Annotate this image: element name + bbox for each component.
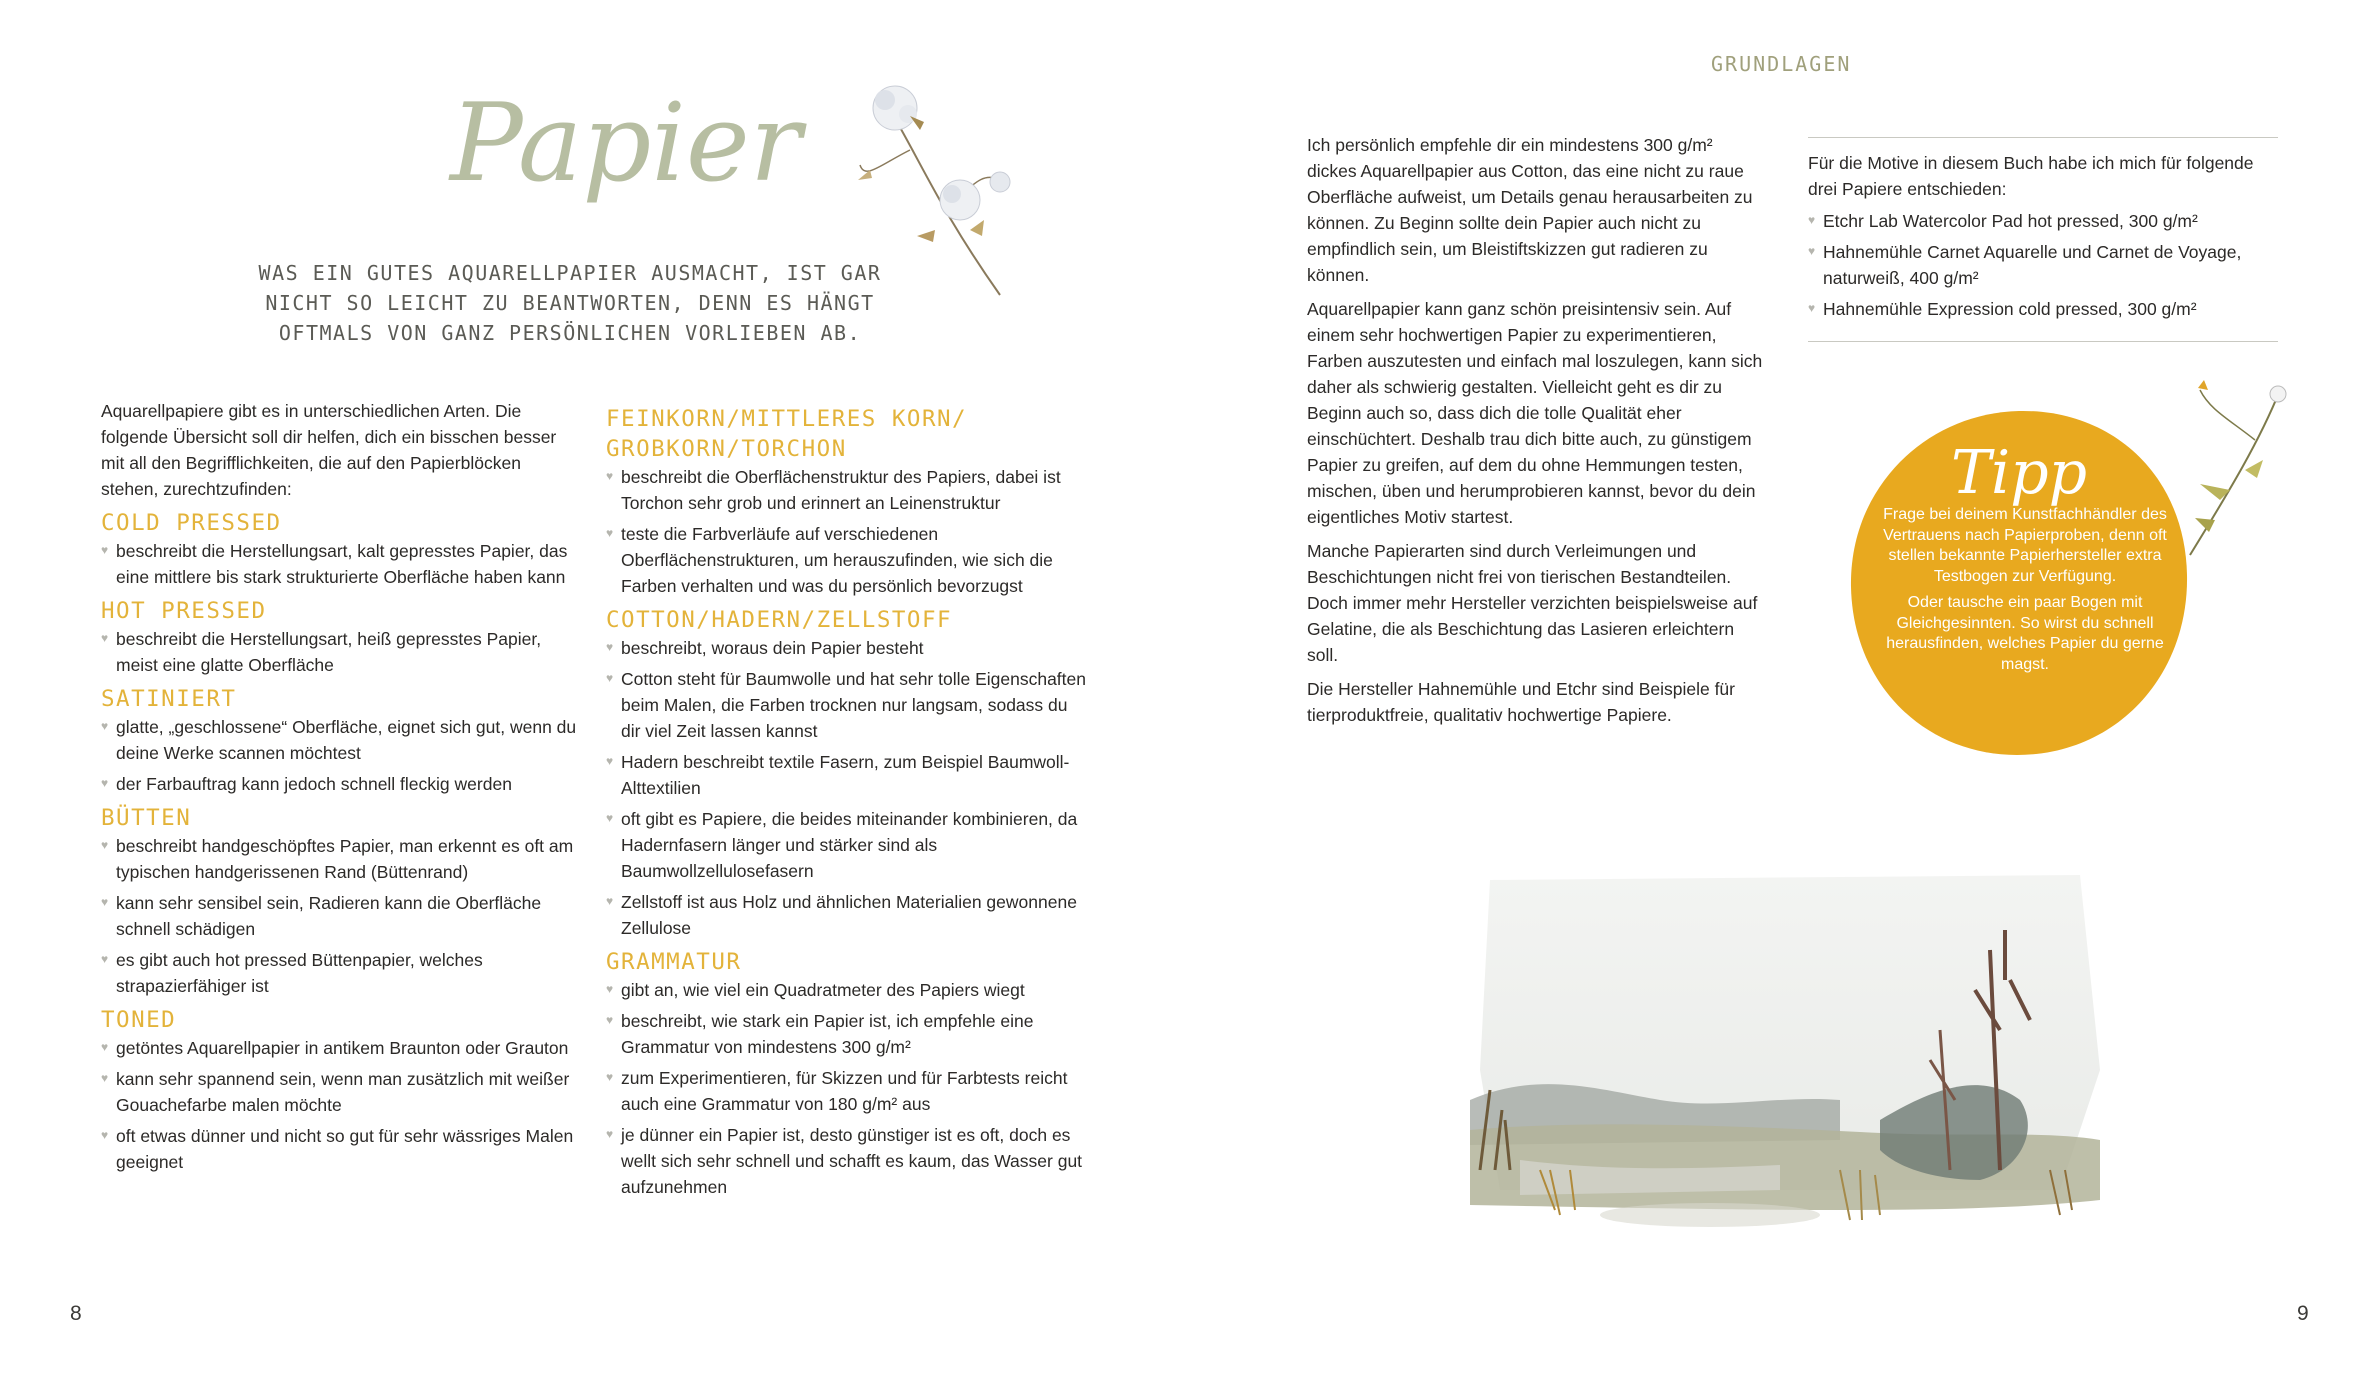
bullet-list (606, 635, 1086, 941)
page-title-script (440, 60, 802, 240)
watercolor-landscape (1460, 870, 2110, 1270)
list-item: ♥ der Farbauftrag kann jedoch schnell fleckig werden (101, 771, 581, 797)
list-item: ♥ kann sehr spannend sein, wenn man zusätzlich mit weißer Gouachefarbe malen möchte (101, 1066, 581, 1118)
list-item: ♥ je dünner ein Papier ist, desto günstiger ist es oft, doch es wellt sich sehr schnell und schafft es kaum, das Wasser gut aufzunehmen (606, 1122, 1086, 1200)
bullet-list (606, 464, 1086, 599)
wildflower-illustration (2170, 380, 2290, 560)
tip-title: Tipp (1950, 438, 2088, 508)
section-heading: COLD PRESSED (101, 510, 282, 536)
list-item: ♥ beschreibt, woraus dein Papier besteht (606, 635, 1086, 661)
column-chosen-papers (1808, 137, 2278, 327)
page-number-right: 9 (2297, 1302, 2309, 1325)
section-label: GRUNDLAGEN (1711, 52, 1852, 76)
bullet-list (101, 1035, 581, 1175)
list-item: ♥ teste die Farbverläufe auf verschiedenen Oberflächenstrukturen, um herauszufinden, wie sich die Farben verhalten und was du persönlich bevorzugst (606, 521, 1086, 599)
section-heading: FEINKORN/MITTLERES KORN/ GROBKORN/TORCHON (606, 406, 968, 462)
list-item: ♥ es gibt auch hot pressed Büttenpapier, welches strapazierfähiger ist (101, 947, 581, 999)
intro-text: WAS EIN GUTES AQUARELLPAPIER AUSMACHT, IST GAR NICHT SO LEICHT ZU BEANTWORTEN, DENN ES HÄNGT OFTMALS VON GANZ PERSÖNLICHEN VORLIEBEN AB. (258, 261, 882, 345)
list-item: ♥ gibt an, wie viel ein Quadratmeter des Papiers wiegt (606, 977, 1086, 1003)
section-heading: GRAMMATUR (606, 949, 742, 975)
section-heading: HOT PRESSED (101, 598, 267, 624)
list-item: ♥ Etchr Lab Watercolor Pad hot pressed, 300 g/m² (1808, 208, 2278, 234)
tip-text (1870, 505, 2180, 681)
list-item: ♥ zum Experimentieren, für Skizzen und für Farbtests reicht auch eine Grammatur von 180 g/m² aus (606, 1065, 1086, 1117)
paragraph: Aquarellpapier kann ganz schön preisintensiv sein. Auf einem sehr hochwertigen Papier zu experimentieren, Farben auszutesten und einfach mal loszulegen, kann sich daher als schwierig gestalten. Vielleicht geht es dir zu Beginn auch so, dass dich die tolle Qualität eher einschüchtert. Deshalb trau dich bitte auch, zu günstigem Papier zu greifen, auf dem du ohne Hemmungen testen, mischen, üben und herumprobieren kannst, bevor du dein eigentliches Motiv startest. (1307, 299, 1763, 527)
paragraph: Die Hersteller Hahnemühle und Etchr sind Beispiele für tierproduktfreie, qualitativ hochwertige Papiere. (1307, 679, 1735, 725)
list-item: ♥ beschreibt die Oberflächenstruktur des Papiers, dabei ist Torchon sehr grob und erinnert an Leinenstruktur (606, 464, 1086, 516)
bullet-list (606, 977, 1086, 1200)
page-title: Papier (450, 81, 802, 206)
page-number-left: 8 (70, 1302, 82, 1325)
list-item: ♥ glatte, „geschlossene“ Oberfläche, eignet sich gut, wenn du deine Werke scannen möchtest (101, 714, 581, 766)
list-item: ♥ beschreibt die Herstellungsart, kalt gepresstes Papier, das eine mittlere bis stark strukturierte Oberfläche haben kann (101, 538, 581, 590)
divider-rule (1808, 341, 2278, 342)
paragraph: Ich persönlich empfehle dir ein mindestens 300 g/m² dickes Aquarellpapier aus Cotton, das eine nicht zu raue Oberfläche aufweist, um Details genau herausarbeiten zu können. Zu Beginn sollte dein Papier auch nicht zu empfindlich sein, um Bleistiftskizzen gut radieren zu können. (1307, 135, 1753, 285)
bullet-list (101, 626, 581, 678)
list-item: ♥ Cotton steht für Baumwolle und hat sehr tolle Eigenschaften beim Malen, die Farben trocknen nur langsam, sodass du dir viel Zeit lassen kannst (606, 666, 1086, 744)
list-item: ♥ beschreibt handgeschöpftes Papier, man erkennt es oft am typischen handgerissenen Rand (Büttenrand) (101, 833, 581, 885)
column-paper-types (101, 398, 581, 1180)
list-item: ♥ Hadern beschreibt textile Fasern, zum Beispiel Baumwoll-Alttextilien (606, 749, 1086, 801)
list-item: ♥ getöntes Aquarellpapier in antikem Braunton oder Grauton (101, 1035, 581, 1061)
column4-lead: Für die Motive in diesem Buch habe ich mich für folgende drei Papiere entschieden: (1808, 153, 2254, 199)
tip-paragraph: Frage bei deinem Kunstfachhändler des Vertrauens nach Papierproben, denn oft stellen bekannte Papierhersteller extra Testbogen zur Verfügung. (1883, 506, 2167, 585)
section-heading: COTTON/HADERN/ZELLSTOFF (606, 607, 953, 633)
list-item: ♥ beschreibt, wie stark ein Papier ist, ich empfehle eine Grammatur von mindestens 300 g/m² (606, 1008, 1086, 1060)
section-heading: SATINIERT (101, 686, 237, 712)
bullet-list (101, 833, 581, 999)
list-item: ♥ oft etwas dünner und nicht so gut für sehr wässriges Malen geeignet (101, 1123, 581, 1175)
column-paper-structure (606, 398, 1086, 1205)
bullet-list (101, 714, 581, 797)
section-heading: TONED (101, 1007, 177, 1033)
list-item: ♥ beschreibt die Herstellungsart, heiß gepresstes Papier, meist eine glatte Oberfläche (101, 626, 581, 678)
bullet-list (101, 538, 581, 590)
section-heading: BÜTTEN (101, 805, 192, 831)
column1-lead: Aquarellpapiere gibt es in unterschiedlichen Arten. Die folgende Übersicht soll dir helfen, dich ein bisschen besser mit all den Begrifflichkeiten, die auf den Papierblöcken stehen, zurechtzufinden: (101, 401, 557, 499)
paragraph: Manche Papierarten sind durch Verleimungen und Beschichtungen nicht frei von tierischen Bestandteilen. Doch immer mehr Hersteller verzichten beispielsweise auf Gelatine, die als Beschichtung das Lasieren erleichtern soll. (1307, 541, 1758, 665)
column-recommendation (1307, 132, 1767, 736)
list-item: ♥ kann sehr sensibel sein, Radieren kann die Oberfläche schnell schädigen (101, 890, 581, 942)
list-item: ♥ Hahnemühle Carnet Aquarelle und Carnet de Voyage, naturweiß, 400 g/m² (1808, 239, 2278, 291)
list-item: ♥ Zellstoff ist aus Holz und ähnlichen Materialien gewonnene Zellulose (606, 889, 1086, 941)
list-item: ♥ oft gibt es Papiere, die beides miteinander kombinieren, da Hadernfasern länger und stärker sind als Baumwollzellulosefasern (606, 806, 1086, 884)
list-item: ♥ Hahnemühle Expression cold pressed, 300 g/m² (1808, 296, 2278, 322)
tip-paragraph: Oder tausche ein paar Bogen mit Gleichgesinnten. So wirst du schnell herausfinden, welches Papier du gerne magst. (1886, 594, 2164, 673)
